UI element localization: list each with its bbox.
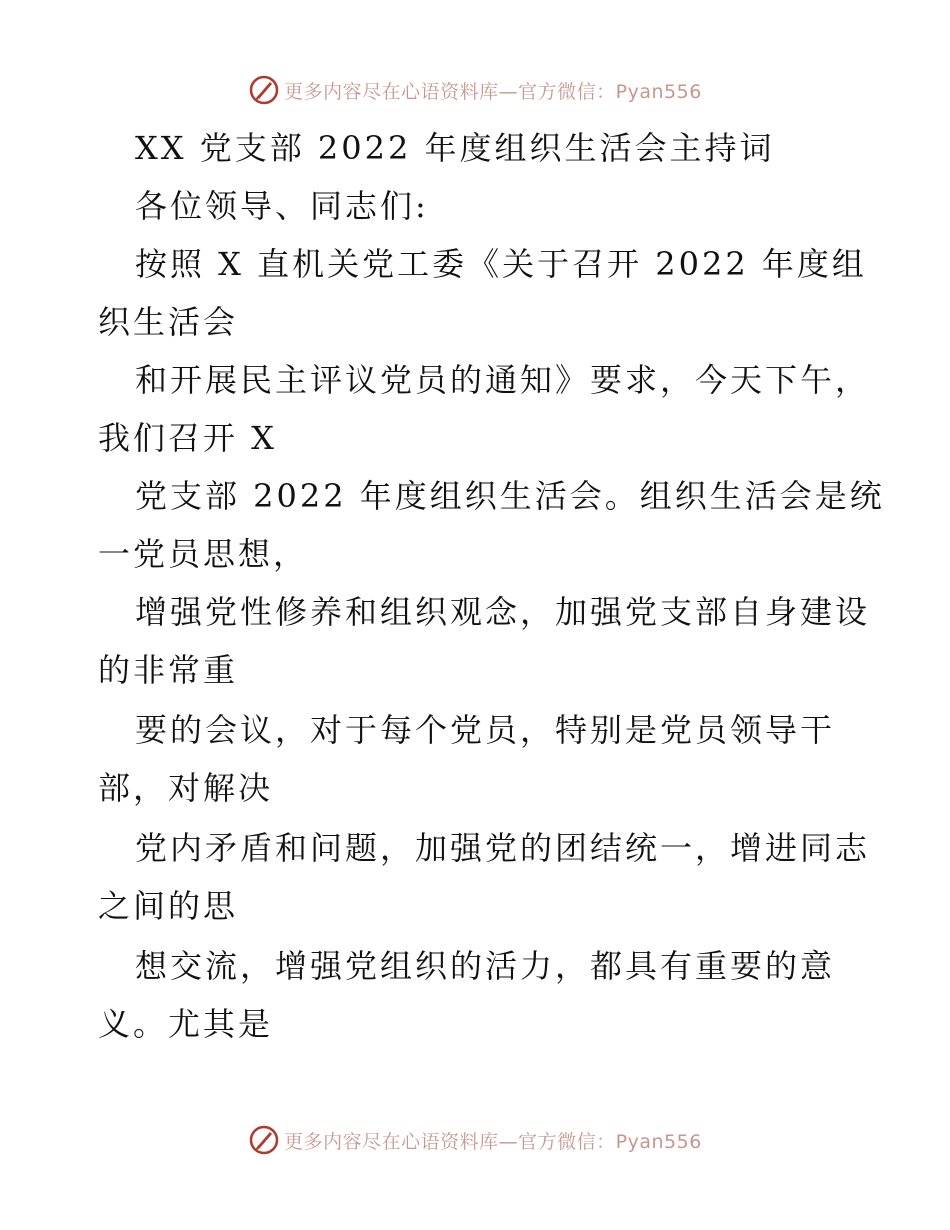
text-line: 之间的思: [98, 887, 239, 925]
header-banner: [0, 70, 950, 110]
text-line: 党内矛盾和问题，加强党的团结统一，增进同志: [135, 829, 871, 867]
salutation: 各位领导、同志们:: [135, 187, 429, 225]
quill-logo-icon: [248, 1124, 280, 1156]
quill-logo-icon: [248, 74, 280, 106]
text-line: 的非常重: [98, 651, 239, 689]
text-line: 和开展民主评议党员的通知》要求，今天下午，: [135, 361, 871, 399]
text-line: 一党员思想，: [98, 535, 309, 573]
text-line: 要的会议，对于每个党员，特别是党员领导干: [135, 711, 836, 749]
footer-banner: [0, 1120, 950, 1160]
header-banner-text: 更多内容尽在心语资料库—官方微信：Pyan556: [284, 80, 702, 103]
text-line: 想交流，增强党组织的活力，都具有重要的意: [135, 947, 836, 985]
text-line: 按照 X 直机关党工委《关于召开 2022 年度组: [135, 245, 867, 283]
document-title: XX 党支部 2022 年度组织生活会主持词: [135, 129, 775, 167]
text-line: 我们召开 X: [98, 419, 277, 457]
text-line: 党支部 2022 年度组织生活会。组织生活会是统: [135, 477, 885, 515]
text-line: 增强党性修养和组织观念，加强党支部自身建设: [135, 593, 871, 631]
text-line: 部，对解决: [98, 769, 274, 807]
text-line: 义。尤其是: [98, 1005, 274, 1043]
footer-banner-text: 更多内容尽在心语资料库—官方微信：Pyan556: [284, 1130, 702, 1153]
text-line: 织生活会: [98, 303, 239, 341]
